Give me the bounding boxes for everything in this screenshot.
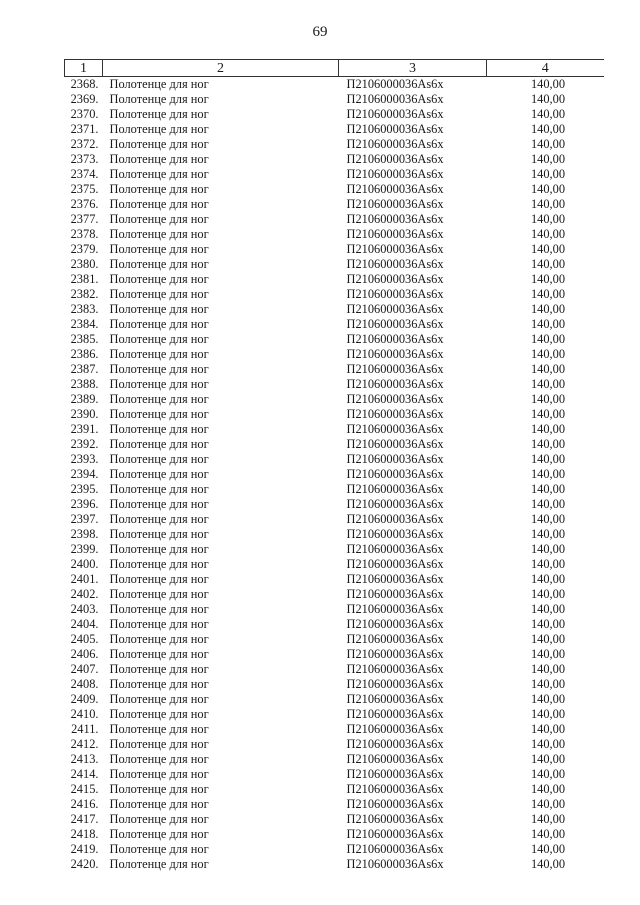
item-name-cell: Полотенце для ног bbox=[109, 422, 209, 436]
row-number-cell: 2400. bbox=[70, 557, 99, 571]
item-code-cell: П2106000036Аs6x bbox=[346, 452, 444, 466]
row-number-cell: 2391. bbox=[70, 422, 99, 436]
item-name-cell: Полотенце для ног bbox=[109, 722, 209, 736]
item-name-cell: Полотенце для ног bbox=[109, 302, 209, 316]
table-row bbox=[65, 737, 604, 752]
item-price-cell: 140,00 bbox=[530, 662, 566, 676]
item-code-cell: П2106000036Аs6x bbox=[346, 617, 444, 631]
table-row bbox=[65, 272, 604, 287]
item-price-cell: 140,00 bbox=[530, 632, 566, 646]
item-price-cell: 140,00 bbox=[530, 437, 566, 451]
row-number-cell: 2388. bbox=[70, 377, 99, 391]
table-row bbox=[65, 422, 604, 437]
item-price-cell: 140,00 bbox=[530, 302, 566, 316]
table-row bbox=[65, 92, 604, 107]
table-row bbox=[65, 677, 604, 692]
item-code-cell: П2106000036Аs6x bbox=[346, 242, 444, 256]
item-code-cell: П2106000036Аs6x bbox=[346, 842, 444, 856]
table-row bbox=[65, 617, 604, 632]
table-row bbox=[65, 377, 604, 392]
item-code-cell: П2106000036Аs6x bbox=[346, 587, 444, 601]
item-price-cell: 140,00 bbox=[530, 527, 566, 541]
item-price-cell: 140,00 bbox=[530, 212, 566, 226]
table-row bbox=[65, 317, 604, 332]
row-number-cell: 2402. bbox=[70, 587, 99, 601]
item-code-cell: П2106000036Аs6x bbox=[346, 392, 444, 406]
item-code-cell: П2106000036Аs6x bbox=[346, 377, 444, 391]
item-code-cell: П2106000036Аs6x bbox=[346, 167, 444, 181]
table-row bbox=[65, 332, 604, 347]
table-row bbox=[65, 842, 604, 857]
row-number-cell: 2393. bbox=[70, 452, 99, 466]
item-price-cell: 140,00 bbox=[530, 257, 566, 271]
item-price-cell: 140,00 bbox=[530, 182, 566, 196]
item-code-cell: П2106000036Аs6x bbox=[346, 827, 444, 841]
item-name-cell: Полотенце для ног bbox=[109, 767, 209, 781]
table-row bbox=[65, 137, 604, 152]
page-number: 69 bbox=[312, 24, 328, 40]
table-row bbox=[65, 437, 604, 452]
item-name-cell: Полотенце для ног bbox=[109, 197, 209, 211]
table-row bbox=[65, 722, 604, 737]
item-name-cell: Полотенце для ног bbox=[109, 347, 209, 361]
item-name-cell: Полотенце для ног bbox=[109, 227, 209, 241]
table-row bbox=[65, 467, 604, 482]
item-price-cell: 140,00 bbox=[530, 677, 566, 691]
table-row bbox=[65, 167, 604, 182]
row-number-cell: 2379. bbox=[70, 242, 99, 256]
item-price-cell: 140,00 bbox=[530, 122, 566, 136]
row-number-cell: 2401. bbox=[70, 572, 99, 586]
item-price-cell: 140,00 bbox=[530, 557, 566, 571]
row-number-cell: 2392. bbox=[70, 437, 99, 451]
table-row bbox=[65, 407, 604, 422]
items-table bbox=[64, 59, 604, 872]
item-price-cell: 140,00 bbox=[530, 602, 566, 616]
table-row bbox=[65, 212, 604, 227]
item-name-cell: Полотенце для ног bbox=[109, 137, 209, 151]
item-name-cell: Полотенце для ног bbox=[109, 677, 209, 691]
item-price-cell: 140,00 bbox=[530, 362, 566, 376]
item-code-cell: П2106000036Аs6x bbox=[346, 752, 444, 766]
table-header bbox=[65, 60, 604, 77]
item-code-cell: П2106000036Аs6x bbox=[346, 437, 444, 451]
item-price-cell: 140,00 bbox=[530, 842, 566, 856]
row-number-cell: 2398. bbox=[70, 527, 99, 541]
table-row bbox=[65, 497, 604, 512]
table-row bbox=[65, 662, 604, 677]
item-code-cell: П2106000036Аs6x bbox=[346, 722, 444, 736]
item-name-cell: Полотенце для ног bbox=[109, 527, 209, 541]
item-price-cell: 140,00 bbox=[530, 92, 566, 106]
row-number-cell: 2384. bbox=[70, 317, 99, 331]
table-row bbox=[65, 587, 604, 602]
item-code-cell: П2106000036Аs6x bbox=[346, 347, 444, 361]
item-code-cell: П2106000036Аs6x bbox=[346, 857, 444, 871]
item-price-cell: 140,00 bbox=[530, 242, 566, 256]
item-name-cell: Полотенце для ног bbox=[109, 752, 209, 766]
table-row bbox=[65, 347, 604, 362]
item-price-cell: 140,00 bbox=[530, 137, 566, 151]
item-code-cell: П2106000036Аs6x bbox=[346, 107, 444, 121]
item-price-cell: 140,00 bbox=[530, 587, 566, 601]
item-name-cell: Полотенце для ног bbox=[109, 377, 209, 391]
table-row bbox=[65, 527, 604, 542]
item-price-cell: 140,00 bbox=[530, 167, 566, 181]
item-price-cell: 140,00 bbox=[530, 767, 566, 781]
row-number-cell: 2397. bbox=[70, 512, 99, 526]
row-number-cell: 2408. bbox=[70, 677, 99, 691]
row-number-cell: 2373. bbox=[70, 152, 99, 166]
item-code-cell: П2106000036Аs6x bbox=[346, 482, 444, 496]
item-name-cell: Полотенце для ног bbox=[109, 857, 209, 871]
column-header-2: 2 bbox=[103, 60, 339, 77]
item-code-cell: П2106000036Аs6x bbox=[346, 512, 444, 526]
item-code-cell: П2106000036Аs6x bbox=[346, 317, 444, 331]
item-price-cell: 140,00 bbox=[530, 377, 566, 391]
item-price-cell: 140,00 bbox=[530, 827, 566, 841]
row-number-cell: 2396. bbox=[70, 497, 99, 511]
row-number-cell: 2395. bbox=[70, 482, 99, 496]
row-number-cell: 2381. bbox=[70, 272, 99, 286]
item-price-cell: 140,00 bbox=[530, 272, 566, 286]
column-header-3: 3 bbox=[339, 60, 487, 77]
item-price-cell: 140,00 bbox=[530, 782, 566, 796]
item-price-cell: 140,00 bbox=[530, 542, 566, 556]
table-row bbox=[65, 752, 604, 767]
item-code-cell: П2106000036Аs6x bbox=[346, 92, 444, 106]
table-row bbox=[65, 767, 604, 782]
item-code-cell: П2106000036Аs6x bbox=[346, 197, 444, 211]
item-name-cell: Полотенце для ног bbox=[109, 167, 209, 181]
item-name-cell: Полотенце для ног bbox=[109, 692, 209, 706]
item-name-cell: Полотенце для ног bbox=[109, 602, 209, 616]
item-price-cell: 140,00 bbox=[530, 317, 566, 331]
row-number-cell: 2376. bbox=[70, 197, 99, 211]
item-name-cell: Полотенце для ног bbox=[109, 737, 209, 751]
table-row bbox=[65, 182, 604, 197]
item-name-cell: Полотенце для ног bbox=[109, 257, 209, 271]
item-price-cell: 140,00 bbox=[530, 692, 566, 706]
table-row bbox=[65, 602, 604, 617]
item-name-cell: Полотенце для ног bbox=[109, 797, 209, 811]
item-name-cell: Полотенце для ног bbox=[109, 707, 209, 721]
item-price-cell: 140,00 bbox=[530, 737, 566, 751]
item-name-cell: Полотенце для ног bbox=[109, 317, 209, 331]
item-name-cell: Полотенце для ног bbox=[109, 92, 209, 106]
item-price-cell: 140,00 bbox=[530, 482, 566, 496]
item-name-cell: Полотенце для ног bbox=[109, 842, 209, 856]
item-price-cell: 140,00 bbox=[530, 572, 566, 586]
item-price-cell: 140,00 bbox=[530, 77, 566, 91]
table-row bbox=[65, 122, 604, 137]
row-number-cell: 2405. bbox=[70, 632, 99, 646]
item-code-cell: П2106000036Аs6x bbox=[346, 287, 444, 301]
column-header-1: 1 bbox=[65, 60, 103, 77]
table-row bbox=[65, 797, 604, 812]
row-number-cell: 2369. bbox=[70, 92, 99, 106]
item-name-cell: Полотенце для ног bbox=[109, 617, 209, 631]
item-code-cell: П2106000036Аs6x bbox=[346, 122, 444, 136]
header-row bbox=[65, 60, 604, 77]
item-code-cell: П2106000036Аs6x bbox=[346, 362, 444, 376]
table-row bbox=[65, 827, 604, 842]
row-number-cell: 2414. bbox=[70, 767, 99, 781]
item-code-cell: П2106000036Аs6x bbox=[346, 227, 444, 241]
item-code-cell: П2106000036Аs6x bbox=[346, 677, 444, 691]
row-number-cell: 2413. bbox=[70, 752, 99, 766]
table-row bbox=[65, 242, 604, 257]
item-code-cell: П2106000036Аs6x bbox=[346, 137, 444, 151]
row-number-cell: 2377. bbox=[70, 212, 99, 226]
item-name-cell: Полотенце для ног bbox=[109, 332, 209, 346]
item-name-cell: Полотенце для ног bbox=[109, 587, 209, 601]
row-number-cell: 2406. bbox=[70, 647, 99, 661]
item-name-cell: Полотенце для ног bbox=[109, 407, 209, 421]
row-number-cell: 2399. bbox=[70, 542, 99, 556]
table-row bbox=[65, 632, 604, 647]
item-name-cell: Полотенце для ног bbox=[109, 557, 209, 571]
table-row bbox=[65, 227, 604, 242]
item-code-cell: П2106000036Аs6x bbox=[346, 257, 444, 271]
item-code-cell: П2106000036Аs6x bbox=[346, 602, 444, 616]
item-name-cell: Полотенце для ног bbox=[109, 497, 209, 511]
item-code-cell: П2106000036Аs6x bbox=[346, 632, 444, 646]
item-price-cell: 140,00 bbox=[530, 857, 566, 871]
row-number-cell: 2383. bbox=[70, 302, 99, 316]
item-code-cell: П2106000036Аs6x bbox=[346, 182, 444, 196]
row-number-cell: 2409. bbox=[70, 692, 99, 706]
item-price-cell: 140,00 bbox=[530, 812, 566, 826]
table-row bbox=[65, 692, 604, 707]
item-price-cell: 140,00 bbox=[530, 497, 566, 511]
table-row bbox=[65, 707, 604, 722]
item-name-cell: Полотенце для ног bbox=[109, 152, 209, 166]
item-name-cell: Полотенце для ног bbox=[109, 242, 209, 256]
table-row bbox=[65, 512, 604, 527]
item-name-cell: Полотенце для ног bbox=[109, 122, 209, 136]
item-code-cell: П2106000036Аs6x bbox=[346, 407, 444, 421]
table-row bbox=[65, 302, 604, 317]
table-row bbox=[65, 77, 604, 93]
item-code-cell: П2106000036Аs6x bbox=[346, 467, 444, 481]
row-number-cell: 2418. bbox=[70, 827, 99, 841]
item-code-cell: П2106000036Аs6x bbox=[346, 737, 444, 751]
row-number-cell: 2387. bbox=[70, 362, 99, 376]
row-number-cell: 2372. bbox=[70, 137, 99, 151]
table-row bbox=[65, 197, 604, 212]
column-header-4: 4 bbox=[487, 60, 604, 77]
item-code-cell: П2106000036Аs6x bbox=[346, 272, 444, 286]
item-code-cell: П2106000036Аs6x bbox=[346, 497, 444, 511]
item-name-cell: Полотенце для ног bbox=[109, 287, 209, 301]
item-name-cell: Полотенце для ног bbox=[109, 542, 209, 556]
row-number-cell: 2386. bbox=[70, 347, 99, 361]
item-price-cell: 140,00 bbox=[530, 797, 566, 811]
item-name-cell: Полотенце для ног bbox=[109, 827, 209, 841]
item-price-cell: 140,00 bbox=[530, 107, 566, 121]
table-row bbox=[65, 812, 604, 827]
table-row bbox=[65, 782, 604, 797]
item-name-cell: Полотенце для ног bbox=[109, 482, 209, 496]
row-number-cell: 2415. bbox=[70, 782, 99, 796]
item-price-cell: 140,00 bbox=[530, 392, 566, 406]
row-number-cell: 2403. bbox=[70, 602, 99, 616]
item-code-cell: П2106000036Аs6x bbox=[346, 692, 444, 706]
row-number-cell: 2420. bbox=[70, 857, 99, 871]
item-price-cell: 140,00 bbox=[530, 197, 566, 211]
item-name-cell: Полотенце для ног bbox=[109, 212, 209, 226]
item-code-cell: П2106000036Аs6x bbox=[346, 812, 444, 826]
item-name-cell: Полотенце для ног bbox=[109, 572, 209, 586]
item-name-cell: Полотенце для ног bbox=[109, 362, 209, 376]
row-number-cell: 2389. bbox=[70, 392, 99, 406]
item-code-cell: П2106000036Аs6x bbox=[346, 212, 444, 226]
item-code-cell: П2106000036Аs6x bbox=[346, 542, 444, 556]
item-price-cell: 140,00 bbox=[530, 752, 566, 766]
row-number-cell: 2404. bbox=[70, 617, 99, 631]
item-price-cell: 140,00 bbox=[530, 227, 566, 241]
table-row bbox=[65, 257, 604, 272]
item-price-cell: 140,00 bbox=[530, 647, 566, 661]
table-row bbox=[65, 572, 604, 587]
row-number-cell: 2385. bbox=[70, 332, 99, 346]
item-code-cell: П2106000036Аs6x bbox=[346, 557, 444, 571]
item-price-cell: 140,00 bbox=[530, 467, 566, 481]
item-name-cell: Полотенце для ног bbox=[109, 647, 209, 661]
table-row bbox=[65, 647, 604, 662]
item-code-cell: П2106000036Аs6x bbox=[346, 797, 444, 811]
row-number-cell: 2407. bbox=[70, 662, 99, 676]
table-row bbox=[65, 362, 604, 377]
item-name-cell: Полотенце для ног bbox=[109, 632, 209, 646]
item-name-cell: Полотенце для ног bbox=[109, 272, 209, 286]
item-name-cell: Полотенце для ног bbox=[109, 452, 209, 466]
table-row bbox=[65, 287, 604, 302]
item-name-cell: Полотенце для ног bbox=[109, 467, 209, 481]
item-code-cell: П2106000036Аs6x bbox=[346, 527, 444, 541]
item-name-cell: Полотенце для ног bbox=[109, 437, 209, 451]
item-name-cell: Полотенце для ног bbox=[109, 107, 209, 121]
item-price-cell: 140,00 bbox=[530, 407, 566, 421]
item-price-cell: 140,00 bbox=[530, 422, 566, 436]
row-number-cell: 2417. bbox=[70, 812, 99, 826]
row-number-cell: 2380. bbox=[70, 257, 99, 271]
row-number-cell: 2368. bbox=[70, 77, 99, 91]
table-row bbox=[65, 542, 604, 557]
table-row bbox=[65, 152, 604, 167]
row-number-cell: 2375. bbox=[70, 182, 99, 196]
row-number-cell: 2410. bbox=[70, 707, 99, 721]
row-number-cell: 2411. bbox=[71, 722, 99, 736]
item-name-cell: Полотенце для ног bbox=[109, 392, 209, 406]
item-price-cell: 140,00 bbox=[530, 512, 566, 526]
item-name-cell: Полотенце для ног bbox=[109, 782, 209, 796]
row-number-cell: 2378. bbox=[70, 227, 99, 241]
table-row bbox=[65, 557, 604, 572]
item-code-cell: П2106000036Аs6x bbox=[346, 422, 444, 436]
item-code-cell: П2106000036Аs6x bbox=[346, 662, 444, 676]
row-number-cell: 2371. bbox=[70, 122, 99, 136]
item-price-cell: 140,00 bbox=[530, 707, 566, 721]
item-price-cell: 140,00 bbox=[530, 617, 566, 631]
item-price-cell: 140,00 bbox=[530, 722, 566, 736]
item-name-cell: Полотенце для ног bbox=[109, 512, 209, 526]
item-code-cell: П2106000036Аs6x bbox=[346, 572, 444, 586]
table-row bbox=[65, 392, 604, 407]
item-code-cell: П2106000036Аs6x bbox=[346, 647, 444, 661]
row-number-cell: 2390. bbox=[70, 407, 99, 421]
table-body bbox=[65, 77, 604, 873]
item-price-cell: 140,00 bbox=[530, 287, 566, 301]
item-name-cell: Полотенце для ног bbox=[109, 182, 209, 196]
item-code-cell: П2106000036Аs6x bbox=[346, 77, 444, 91]
row-number-cell: 2394. bbox=[70, 467, 99, 481]
table-row bbox=[65, 857, 604, 872]
item-code-cell: П2106000036Аs6x bbox=[346, 782, 444, 796]
item-code-cell: П2106000036Аs6x bbox=[346, 332, 444, 346]
row-number-cell: 2412. bbox=[70, 737, 99, 751]
item-price-cell: 140,00 bbox=[530, 332, 566, 346]
item-price-cell: 140,00 bbox=[530, 347, 566, 361]
row-number-cell: 2374. bbox=[70, 167, 99, 181]
item-price-cell: 140,00 bbox=[530, 152, 566, 166]
item-name-cell: Полотенце для ног bbox=[109, 812, 209, 826]
item-code-cell: П2106000036Аs6x bbox=[346, 302, 444, 316]
item-code-cell: П2106000036Аs6x bbox=[346, 767, 444, 781]
row-number-cell: 2382. bbox=[70, 287, 99, 301]
row-number-cell: 2419. bbox=[70, 842, 99, 856]
table-row bbox=[65, 452, 604, 467]
item-price-cell: 140,00 bbox=[530, 452, 566, 466]
table-row bbox=[65, 107, 604, 122]
row-number-cell: 2416. bbox=[70, 797, 99, 811]
table-row bbox=[65, 482, 604, 497]
item-code-cell: П2106000036Аs6x bbox=[346, 707, 444, 721]
item-name-cell: Полотенце для ног bbox=[109, 77, 209, 91]
item-name-cell: Полотенце для ног bbox=[109, 662, 209, 676]
row-number-cell: 2370. bbox=[70, 107, 99, 121]
item-code-cell: П2106000036Аs6x bbox=[346, 152, 444, 166]
